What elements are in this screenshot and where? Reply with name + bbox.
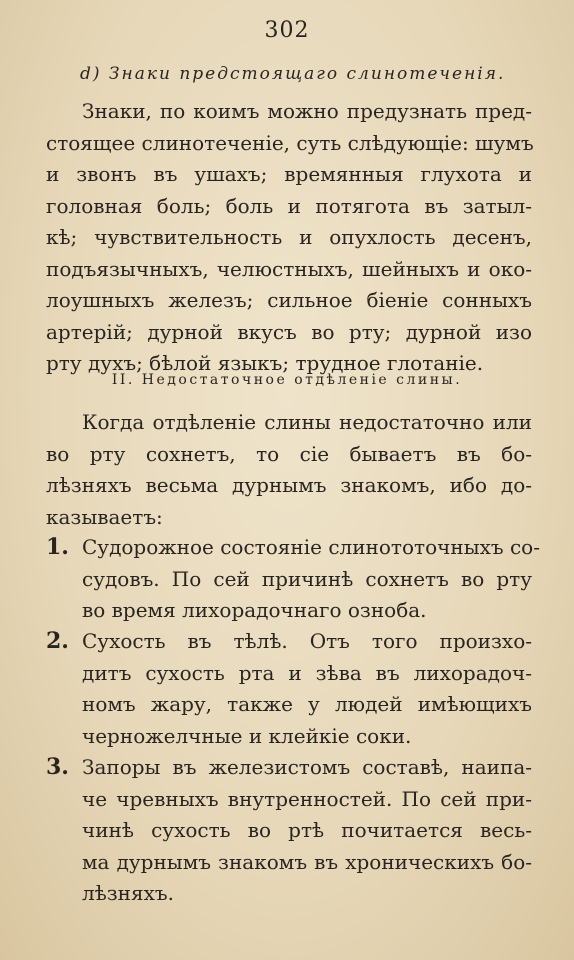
text-line: лѣзняхъ. (82, 881, 174, 905)
list-item-number: 2. (46, 628, 69, 654)
text-line: че чревныхъ внутренностей. По сей при- (82, 786, 532, 811)
list-item-text (82, 752, 532, 910)
list-item-number: 1. (46, 534, 69, 560)
text-line: подъязычныхъ, челюстныхъ, шейныхъ и око- (46, 256, 532, 281)
text-line: Знаки, по коимъ можно предузнать пред- (82, 99, 532, 123)
text-line: стоящее слинотеченіе, суть слѣдующіе: шумъ (46, 130, 534, 155)
text-line: черножелчные и клейкіе соки. (82, 723, 412, 748)
text-line: чинѣ сухость во ртѣ почитается весь- (82, 818, 532, 842)
page-number: 302 (264, 18, 310, 43)
list-item-number: 3. (46, 754, 69, 780)
text-line: лоушныхъ железъ; сильное біеніе сонныхъ (46, 288, 532, 312)
text-line: казываетъ: (46, 504, 163, 529)
text-line: номъ жару, также у людей имѣющихъ (82, 692, 532, 716)
text-line: Когда отдѣленіе слины недостаточно или (82, 410, 532, 434)
text-line: и звонъ въ ушахъ; времянныя глухота и (46, 162, 532, 186)
section-ii-heading: II. Недостаточное отдѣленіе слины. (111, 372, 463, 388)
text-line: артерій; дурной вкусъ во рту; дурной изо (46, 319, 532, 344)
text-line: во рту сохнетъ, то сіе бываетъ въ бо- (46, 441, 532, 466)
text-line: головная боль; боль и потягота въ затыл- (46, 193, 532, 218)
text-line: ма дурнымъ знакомъ въ хроническихъ бо- (82, 849, 532, 874)
text-line: Сухость въ тѣлѣ. Отъ того произхо- (82, 629, 532, 653)
list-item-text (82, 626, 532, 752)
text-line: Запоры въ железистомъ составѣ, наипа- (82, 755, 532, 779)
text-line: дитъ сухость рта и зѣва въ лихорадоч- (82, 660, 532, 685)
section-ii-paragraph (46, 407, 532, 533)
text-line: рту духъ; бѣлой языкъ; трудное глотаніе. (46, 351, 484, 375)
text-line: лѣзняхъ весьма дурнымъ знакомъ, ибо до- (46, 473, 532, 497)
text-line: кѣ; чувствительность и опухлость десенъ, (46, 225, 532, 249)
text-line: Судорожное состояніе слинототочныхъ со- (82, 535, 540, 559)
list-item-text (82, 532, 540, 627)
text-line: судовъ. По сей причинѣ сохнетъ во рту (82, 566, 532, 591)
section-d-paragraph (46, 96, 532, 380)
text-line: во время лихорадочнаго озноба. (82, 598, 427, 622)
section-d-heading: d) Знаки предстоящаго слинотеченія. (80, 64, 506, 84)
